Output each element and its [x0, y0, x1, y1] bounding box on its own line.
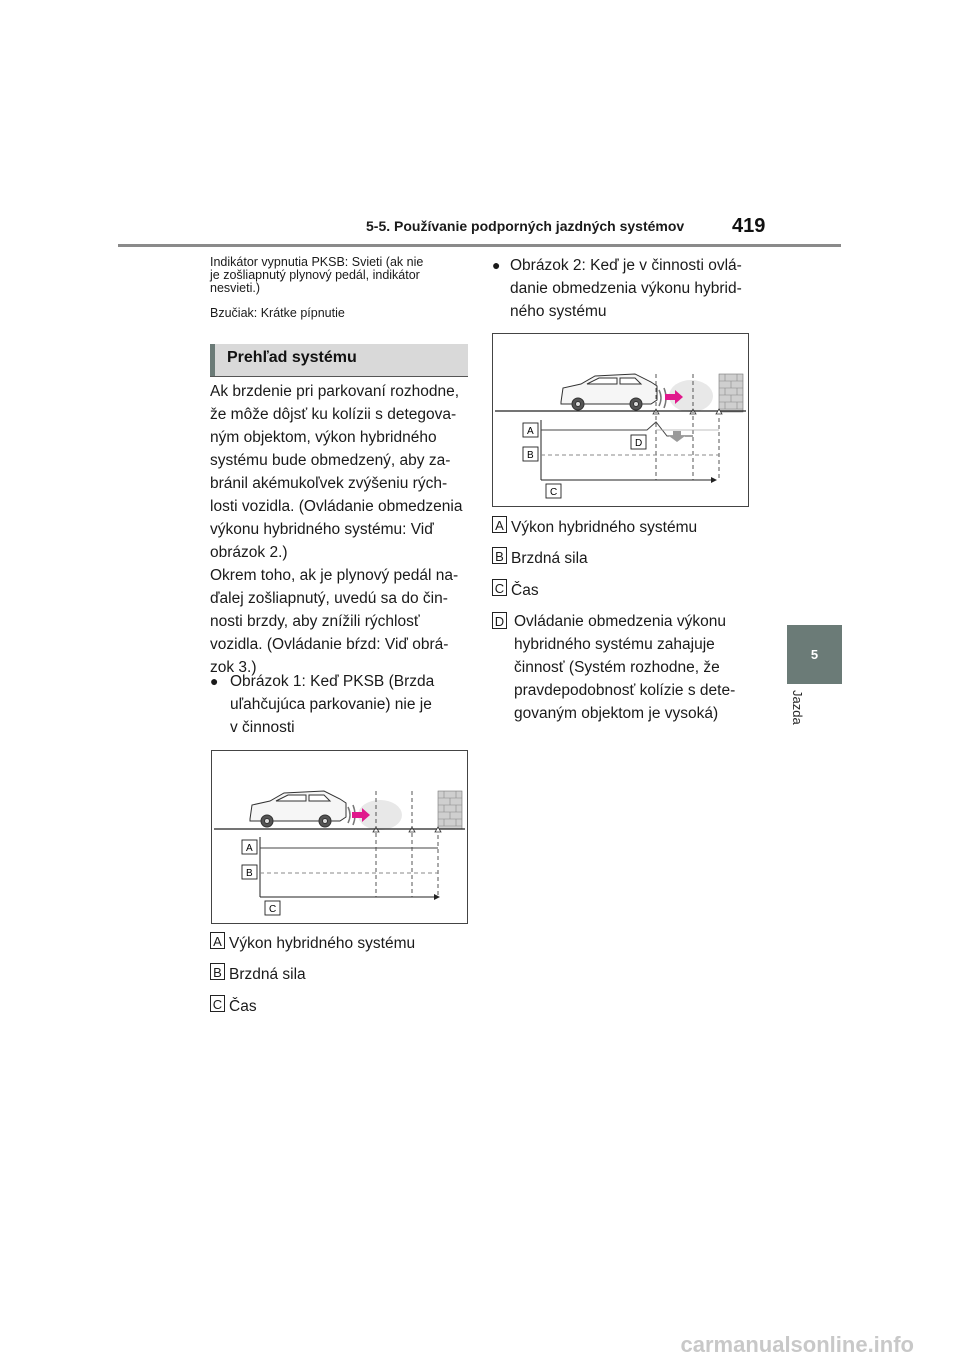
legend-key: B [492, 547, 507, 564]
legend-text-line: pravdepodobnosť kolízie s dete- [514, 682, 736, 699]
figure2-caption [492, 254, 762, 323]
paragraph-line: Okrem toho, ak je plynový pedál na- [210, 567, 459, 584]
legend-text-line: hybridného systému zahajuje [514, 636, 715, 653]
wall-icon [438, 791, 462, 829]
legend-text-line: činnosť (Systém rozhodne, že [514, 659, 720, 676]
fig2-label-b: B [527, 450, 534, 461]
caption-line: Obrázok 1: Keď PKSB (Brzda [230, 673, 435, 690]
legend-key: B [210, 963, 225, 980]
car-icon [561, 374, 657, 410]
paragraph-line: nosti brzdy, aby znížili rýchlosť [210, 613, 420, 630]
bullet-icon: ● [210, 673, 219, 689]
chapter-label: Jazda [790, 690, 805, 725]
note-line: Indikátor vypnutia PKSB: Svieti (ak nie [210, 255, 424, 269]
paragraph-line: vozidla. (Ovládanie bŕzd: Viď obrá- [210, 636, 449, 653]
legend-key: A [210, 932, 225, 949]
bullet-icon: ● [492, 257, 501, 273]
legend-text: Čas [511, 582, 539, 599]
paragraph-line: že môže dôjsť ku kolízii s detegova- [210, 406, 457, 423]
legend-text: Čas [229, 998, 257, 1015]
legend-item [210, 995, 257, 1018]
chapter-number: 5 [810, 647, 819, 662]
wall-icon [719, 374, 743, 412]
section-heading-rule [210, 376, 468, 377]
fig1-label-a: A [246, 843, 253, 854]
legend-key: D [492, 612, 507, 629]
figure1-diagram [211, 750, 468, 924]
fig1-label-b: B [246, 868, 253, 879]
chapter-tab[interactable] [787, 625, 842, 684]
paragraph-line: obrázok 2.) [210, 544, 288, 561]
legend-item [492, 547, 588, 570]
figure1-svg [212, 751, 467, 923]
legend-text: Výkon hybridného systému [229, 935, 416, 952]
legend-text: Brzdná sila [229, 966, 306, 983]
legend-text: Výkon hybridného systému [511, 519, 698, 536]
paragraph-line: ným objektom, výkon hybridného [210, 429, 437, 446]
page-number: 419 [732, 215, 766, 237]
section-heading-text: Prehľad systému [227, 349, 357, 366]
caption-line: uľahčujúca parkovanie) nie je [230, 696, 432, 713]
overview-paragraph [210, 380, 470, 679]
caption-line: v činnosti [230, 719, 295, 736]
fig2-label-c: C [550, 487, 558, 498]
paragraph-line: losti vozidla. (Ovládanie obmedzenia [210, 498, 463, 515]
legend-key: C [210, 995, 225, 1012]
note-line: je zošliapnutý plynový pedál, indikátor [210, 268, 420, 282]
legend-text: Brzdná sila [511, 550, 588, 567]
caption-line: ného systému [510, 303, 607, 320]
legend-item-d [492, 610, 772, 725]
caption-line: danie obmedzenia výkonu hybrid- [510, 280, 742, 297]
car-icon [250, 791, 346, 827]
paragraph-line: Ak brzdenie pri parkovaní rozhodne, [210, 383, 460, 400]
paragraph-line: zok 3.) [210, 659, 257, 676]
fig2-label-d: D [635, 438, 643, 449]
legend-item [492, 516, 697, 539]
note-line: nesvieti.) [210, 281, 261, 295]
legend-key: C [492, 579, 507, 596]
fig1-label-c: C [269, 904, 277, 915]
paragraph-line: bránil akémukoľvek zvýšeniu rých- [210, 475, 448, 492]
paragraph-line: systému bude obmedzený, aby za- [210, 452, 451, 469]
paragraph-line: ďalej zošliapnutý, uvedú sa do čin- [210, 590, 448, 607]
section-title: 5-5. Používanie podporných jazdných systémov [366, 218, 685, 234]
legend-text-line: govaným objektom je vysoká) [514, 705, 719, 722]
watermark[interactable]: carmanualsonline.info [680, 1332, 914, 1357]
figure1-caption [210, 670, 470, 739]
buzzer-note: Bzučiak: Krátke pípnutie [210, 306, 345, 320]
fig2-label-a: A [527, 426, 534, 437]
paragraph-line: výkonu hybridného systému: Viď [210, 521, 434, 538]
figure2-diagram [492, 333, 749, 507]
indicator-note [210, 256, 470, 295]
legend-item [210, 963, 306, 986]
caption-line: Obrázok 2: Keď je v činnosti ovlá- [510, 257, 742, 274]
legend-item [492, 579, 539, 602]
legend-item [210, 932, 415, 955]
legend-key: A [492, 516, 507, 533]
header-divider [118, 244, 841, 247]
legend-text-line: Ovládanie obmedzenia výkonu [514, 613, 726, 630]
figure2-svg [493, 334, 748, 506]
section-heading [210, 344, 468, 376]
